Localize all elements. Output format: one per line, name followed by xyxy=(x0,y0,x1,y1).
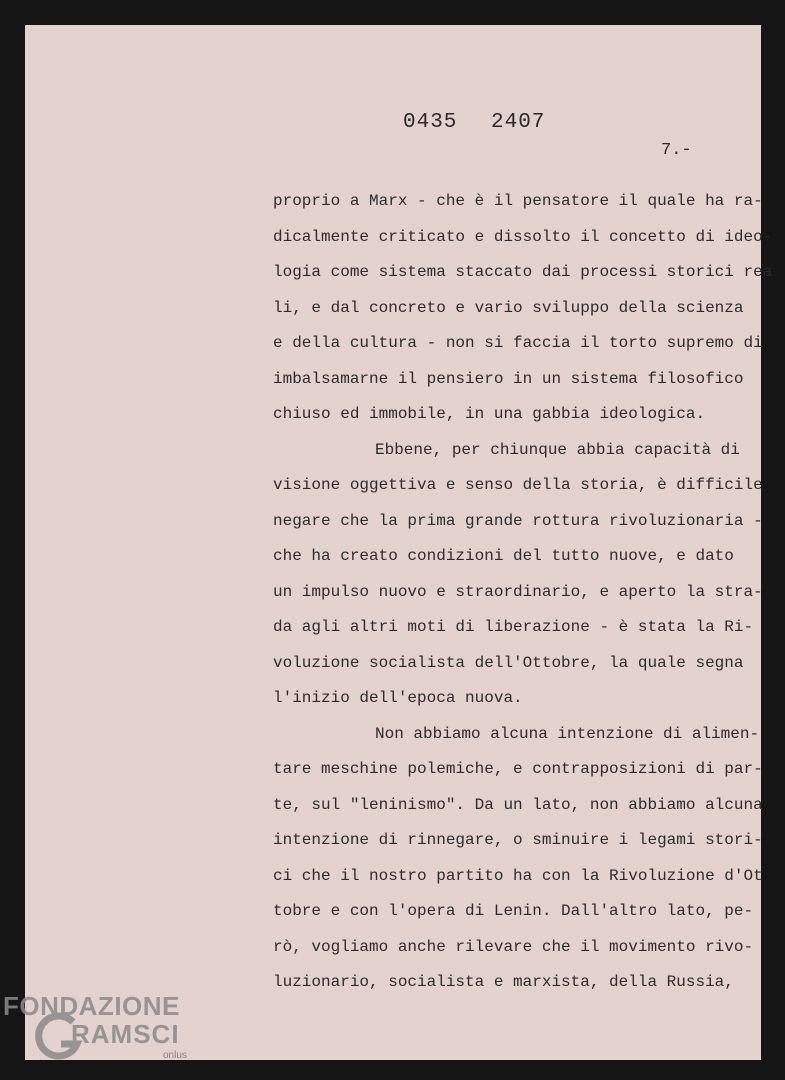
gramsci-g-logo-icon xyxy=(33,1012,85,1064)
watermark-line2: RAMSCI xyxy=(71,1019,180,1049)
text-line: li, e dal concreto e vario sviluppo della scienza xyxy=(273,298,744,317)
text-line: intenzione di rinnegare, o sminuire i legami stori- xyxy=(273,831,763,849)
text-line: e della cultura - non si faccia il torto supremo di xyxy=(273,334,763,352)
text-line: un impulso nuovo e straordinario, e aperto la stra- xyxy=(273,582,763,601)
text-line: rò, vogliamo anche rilevare che il movimento rivo- xyxy=(273,937,754,956)
text-line: voluzione socialista dell'Ottobre, la quale segna xyxy=(273,653,744,672)
text-line: tobre e con l'opera di Lenin. Dall'altro lato, pe- xyxy=(273,902,754,920)
text-line: l'inizio dell'epoca nuova. xyxy=(273,689,523,707)
text-line: visione oggettiva e senso della storia, è difficile xyxy=(273,476,763,494)
text-line: ci che il nostro partito ha con la Rivoluzione d'Ot xyxy=(273,866,763,885)
text-line: tare meschine polemiche, e contrapposizioni di par- xyxy=(273,760,763,778)
watermark-line1: FONDAZIONE xyxy=(3,991,180,1021)
page-number: 7.- xyxy=(661,141,692,160)
archive-number-secondary: 2407 xyxy=(491,111,546,134)
archive-number: 0435 xyxy=(403,111,458,134)
text-line: dicalmente criticato e dissolto il concetto di ideo- xyxy=(273,227,773,246)
text-line: Non abbiamo alcuna intenzione di alimen- xyxy=(375,724,760,743)
text-line: luzionario, socialista e marxista, della Russia, xyxy=(273,973,734,991)
text-line: da agli altri moti di liberazione - è stata la Ri- xyxy=(273,618,754,636)
text-line: chiuso ed immobile, in una gabbia ideologica. xyxy=(273,405,706,423)
text-line: negare che la prima grande rottura rivoluzionaria - xyxy=(273,511,763,530)
text-line: Ebbene, per chiunque abbia capacità di xyxy=(375,440,740,459)
text-line: logia come sistema staccato dai processi storici rea xyxy=(273,263,773,281)
text-line: proprio a Marx - che è il pensatore il quale ha ra- xyxy=(273,192,763,210)
text-line: che ha creato condizioni del tutto nuove, e dato xyxy=(273,547,734,565)
fondazione-gramsci-watermark xyxy=(3,991,187,1061)
text-line: te, sul "leninismo". Da un lato, non abbiamo alcuna xyxy=(273,795,763,814)
watermark-suffix: onlus xyxy=(163,1050,187,1061)
text-line: imbalsamarne il pensiero in un sistema filosofico xyxy=(273,369,744,388)
typed-body-text xyxy=(273,187,773,1004)
